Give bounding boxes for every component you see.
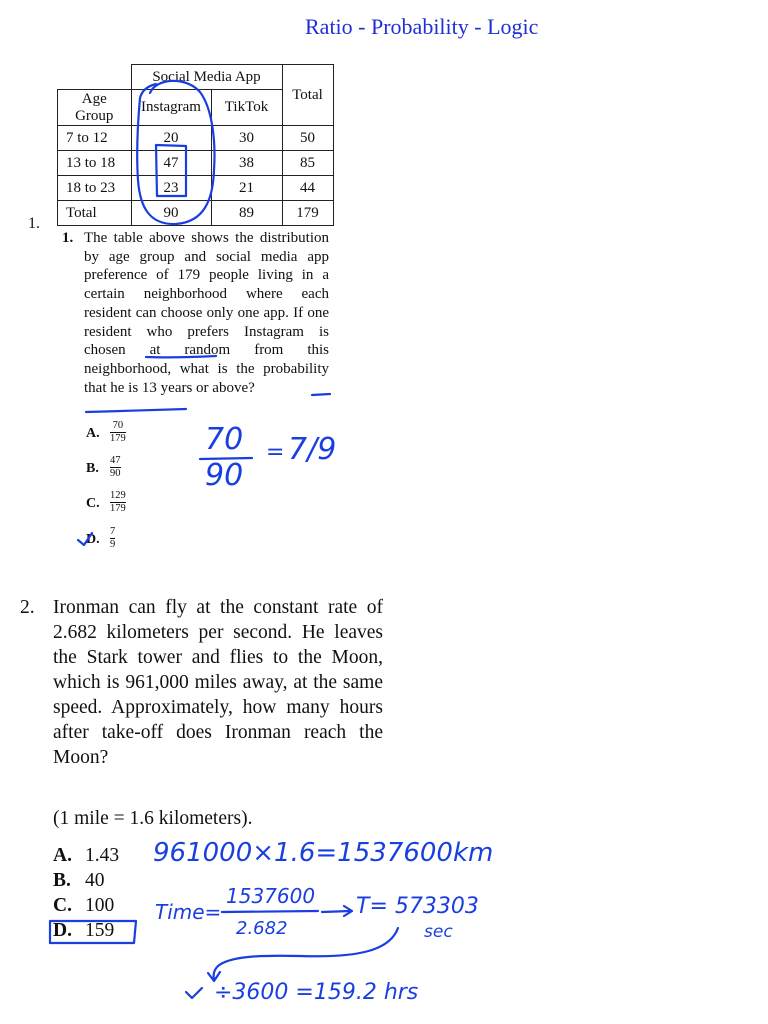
total-cell: 50 <box>282 126 333 151</box>
question-1-outer-number: 1. <box>28 215 40 232</box>
handwritten-t-result: T= 573303 <box>356 894 479 919</box>
handwritten-sec: sec <box>424 922 453 942</box>
choice-a-label: A. <box>86 426 100 441</box>
tiktok-header: TikTok <box>211 90 282 126</box>
choice-2d-box <box>50 921 136 943</box>
handwritten-denominator: 90 <box>205 458 244 493</box>
question-1-number: 1. <box>62 230 74 246</box>
handwritten-fraction-bar <box>200 458 252 459</box>
age-underline-2 <box>86 409 186 412</box>
page-title: Ratio - Probability - Logic <box>305 14 539 39</box>
choice-2c-value: 100 <box>85 895 115 916</box>
total-cell: 44 <box>282 176 333 201</box>
question-2-number: 2. <box>20 597 35 618</box>
handwritten-time-den: 2.682 <box>236 918 288 939</box>
handwritten-time-label: Time= <box>155 900 222 924</box>
total-header: Total <box>282 65 333 126</box>
instagram-cell: 47 <box>131 151 211 176</box>
choice-b-label: B. <box>86 461 99 476</box>
time-fraction-bar <box>222 911 318 912</box>
choice-d-num: 7 <box>110 526 116 537</box>
instagram-header: Instagram <box>131 90 211 126</box>
choice-2d-value: 159 <box>85 920 115 941</box>
choice-2c-label: C. <box>53 895 72 916</box>
handwritten-final: ÷3600 =159.2 hrs <box>214 980 419 1005</box>
choice-d-den: 9 <box>110 539 116 550</box>
conversion-note: (1 mile = 1.6 kilometers). <box>53 808 253 829</box>
choice-2b-value: 40 <box>85 870 105 891</box>
tiktok-cell: 30 <box>211 126 282 151</box>
choice-2a-label: A. <box>53 845 72 866</box>
instagram-cell: 20 <box>131 126 211 151</box>
age-cell: 7 to 12 <box>58 126 132 151</box>
instagram-column-loop <box>137 81 214 224</box>
choice-2a-value: 1.43 <box>85 845 120 866</box>
choice-b-num: 47 <box>110 455 121 466</box>
tiktok-cell: 38 <box>211 151 282 176</box>
box-47-23 <box>156 145 186 196</box>
age-header-line1: Age <box>81 90 107 107</box>
age-underline <box>312 394 330 395</box>
tiktok-cell: 21 <box>211 176 282 201</box>
total-cell: 179 <box>282 201 333 226</box>
choice-a-num: 70 <box>112 420 124 431</box>
choice-a-den: 179 <box>110 433 126 444</box>
handwritten-result: 7/9 <box>288 432 337 467</box>
choice-d-label: D. <box>86 532 100 547</box>
group-header: Social Media App <box>131 65 282 90</box>
instagram-cell: 23 <box>131 176 211 201</box>
handwritten-time-num: 1537600 <box>226 884 316 908</box>
handwritten-conversion: 961000×1.6=1537600km <box>153 838 494 868</box>
instagram-cell: 90 <box>131 201 211 226</box>
question-2-text: Ironman can fly at the constant rate of 2.682 kilometers per second. He leaves the Stark tower and flies to the Moon, which is 961,000 miles away, at the same speed. Approximately, how many hours after take-off does Ironman reach the Moon? <box>53 597 383 768</box>
choice-2b-label: B. <box>53 870 71 891</box>
handwritten-numerator: 70 <box>205 422 244 457</box>
choice-c-num: 129 <box>110 490 126 501</box>
total-cell: 85 <box>282 151 333 176</box>
age-cell: Total <box>58 201 132 226</box>
age-cell: 18 to 23 <box>58 176 132 201</box>
choice-2d-label: D. <box>53 920 72 941</box>
choice-c-label: C. <box>86 496 100 511</box>
handwritten-equals: = <box>266 440 285 465</box>
choice-b-den: 90 <box>110 468 121 479</box>
question-1-body: The table above shows the distribution by age group and social media app preference of 179 people living in a certain neighborhood where each resident can choose only one app. If one resident who prefers Instagram is chosen at random from this neighborhood, what is the probability that he is 13 years or above? <box>84 230 329 396</box>
choice-c-den: 179 <box>110 503 126 514</box>
final-check <box>186 988 202 998</box>
choice-d-check <box>78 533 92 545</box>
age-header-line2: Group <box>75 107 114 124</box>
tiktok-cell: 89 <box>211 201 282 226</box>
instagram-underline <box>146 356 216 357</box>
curved-arrow <box>214 928 398 980</box>
arrow-to-t <box>322 911 350 912</box>
age-cell: 13 to 18 <box>58 151 132 176</box>
